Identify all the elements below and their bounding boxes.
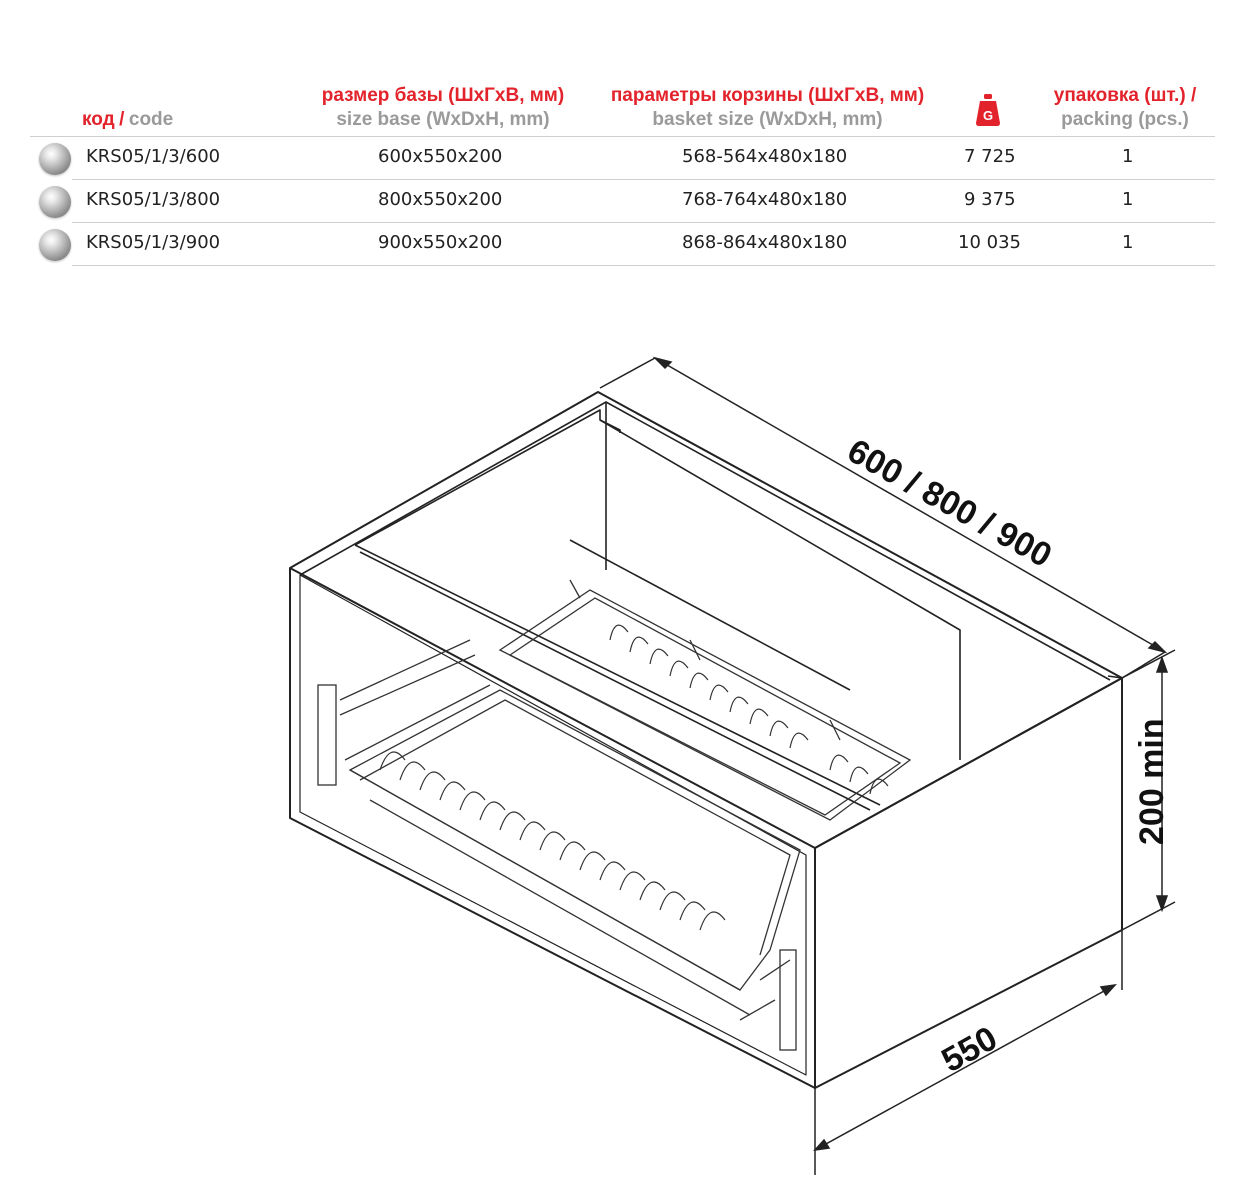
row-basket-size: 768-764x480x180 <box>682 189 848 210</box>
header-packing-ru: упаковка (шт.) / <box>1053 85 1197 106</box>
row-base-size: 600x550x200 <box>378 146 503 167</box>
header-basket-en: basket size (WxDxH, mm) <box>652 109 883 130</box>
dish-slots <box>380 625 888 930</box>
row-code: KRS05/1/3/900 <box>86 232 221 253</box>
row-weight: 9 375 <box>964 189 1016 210</box>
header-base-en: size base (WxDxH, mm) <box>336 109 550 130</box>
row-base-size: 900x550x200 <box>378 232 503 253</box>
table-row <box>30 180 1215 223</box>
dish-rack <box>318 580 910 1050</box>
header-basket-ru: параметры корзины (ШхГхВ, мм) <box>610 85 925 106</box>
width-dimension-line <box>655 358 1165 652</box>
row-base-size: 800x550x200 <box>378 189 503 210</box>
depth-label: 550 <box>935 1019 1004 1080</box>
row-basket-size: 568-564x480x180 <box>682 146 848 167</box>
row-packing: 1 <box>1122 232 1134 253</box>
header-code-ru: код <box>82 109 115 130</box>
table-row <box>30 223 1215 266</box>
weight-icon-letter: G <box>982 108 994 123</box>
bullet-ball-icon <box>39 229 71 261</box>
cabinet-dish-rack-drawing <box>270 340 1230 1185</box>
width-label: 600 / 800 / 900 <box>841 431 1058 575</box>
row-code: KRS05/1/3/600 <box>86 146 221 167</box>
header-packing <box>1045 84 1205 132</box>
row-weight: 7 725 <box>964 146 1016 167</box>
table-row <box>30 137 1215 180</box>
row-packing: 1 <box>1122 189 1134 210</box>
row-divider <box>72 265 1215 266</box>
header-code <box>82 108 173 133</box>
header-base-size <box>313 84 573 132</box>
height-label: 200 min <box>1133 718 1171 845</box>
row-basket-size: 868-864x480x180 <box>682 232 848 253</box>
weight-icon <box>975 94 1001 126</box>
header-packing-en: packing (pcs.) <box>1061 109 1189 130</box>
cabinet-outline <box>290 392 1122 1088</box>
row-weight: 10 035 <box>958 232 1021 253</box>
header-code-en: code <box>128 109 174 130</box>
header-base-ru: размер базы (ШхГхВ, мм) <box>321 85 565 106</box>
row-packing: 1 <box>1122 146 1134 167</box>
bullet-ball-icon <box>39 186 71 218</box>
bullet-ball-icon <box>39 143 71 175</box>
table-header <box>30 70 1215 137</box>
header-code-separator: / <box>119 109 125 130</box>
header-basket-size <box>610 84 925 132</box>
row-code: KRS05/1/3/800 <box>86 189 221 210</box>
